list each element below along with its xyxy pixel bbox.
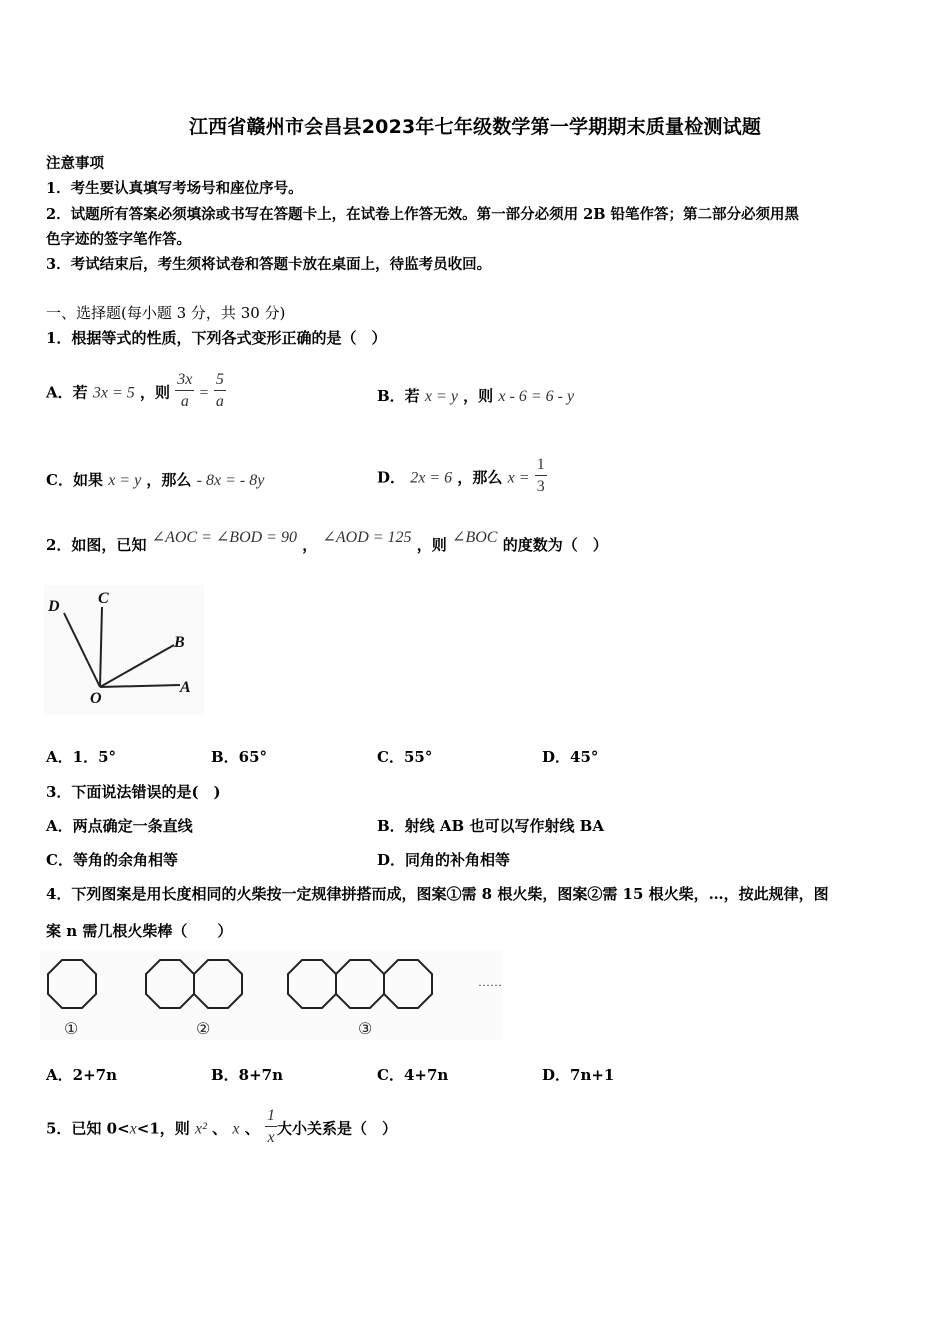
- math-expr: ∠BOC: [452, 529, 498, 546]
- math-expr: x: [129, 1120, 137, 1138]
- note-item: 1．考生要认真填写考场号和座位序号。: [46, 180, 303, 197]
- matchstick-figure: [40, 950, 502, 1040]
- q2-option-c: C．55°: [377, 748, 433, 766]
- section-heading: 一、选择题(每小题 3 分，共 30 分): [46, 304, 286, 322]
- q2-option-d: D．45°: [542, 748, 599, 766]
- note-item: 2．试题所有答案必须填涂或书写在答题卡上，在试卷上作答无效。第一部分必须用 2B 铅笔作答；第二部分必须用黑: [46, 206, 800, 223]
- label-b: B: [174, 634, 185, 651]
- math-expr: - 8x = - 8y: [196, 472, 265, 489]
- angle-figure: [44, 585, 204, 715]
- q2-stem: 2．如图，已知 ∠AOC = ∠BOD = 90 ， ∠AOD = 125 ，则 ∠BOC 的度数为（ ）: [46, 529, 608, 554]
- label-c: C: [98, 590, 109, 607]
- q1-option-a: A．若 3x = 5 ，则 $\frac{3x}{a}$ = $\frac{5}{a}$: [46, 372, 226, 415]
- math-expr: ∠AOD = 125: [322, 529, 412, 546]
- math-expr: x: [232, 1120, 240, 1138]
- math-expr: 3x = 5: [92, 384, 135, 402]
- note-item: 3．考试结束后，考生须将试卷和答题卡放在桌面上，待监考员收回。: [46, 256, 492, 273]
- figure-background: [40, 950, 502, 1040]
- pattern-label: ③: [358, 1021, 373, 1038]
- pattern-label: ②: [196, 1021, 211, 1038]
- ellipsis: ……: [478, 975, 502, 989]
- label-a: A: [180, 679, 191, 696]
- fraction: $\frac{5}{a}$: [215, 371, 224, 410]
- notes-heading: 注意事项: [46, 155, 104, 172]
- q2-option-b: B．65°: [211, 748, 268, 766]
- option-label: A．若: [46, 383, 88, 402]
- q3-option-c: C．等角的余角相等: [46, 851, 178, 869]
- q4-option-b: B．8+7n: [211, 1066, 284, 1084]
- q4-option-c: C．4+7n: [377, 1066, 449, 1084]
- q3-option-d: D．同角的补角相等: [377, 851, 511, 869]
- math-expr: x = y: [424, 388, 458, 405]
- q1-option-c: C．如果 x = y ，那么 - 8x = - 8y: [46, 471, 265, 489]
- label-o: O: [90, 690, 102, 707]
- math-expr: 2x = 6: [410, 469, 453, 487]
- math-expr: x = y: [108, 472, 142, 489]
- q4-stem-line1: 4．下列图案是用长度相同的火柴按一定规律拼搭而成，图案①需 8 根火柴，图案②需 15 根火柴，…，按此规律，图: [46, 885, 829, 903]
- q2-option-a: A．1．5°: [46, 748, 117, 766]
- fraction: $\frac{3x}{a}$: [177, 371, 193, 410]
- fraction: $\frac{1}{x}$: [267, 1107, 276, 1146]
- math-expr: ∠AOC = ∠BOD = 90: [151, 529, 297, 546]
- q4-stem-line2: 案 n 需几根火柴棒（ ）: [46, 922, 233, 940]
- q1-option-d: D． 2x = 6 ，那么 x = $\frac{1}{3}$: [377, 457, 547, 500]
- q4-option-a: A．2+7n: [46, 1066, 117, 1084]
- pattern-label: ①: [64, 1021, 79, 1038]
- q4-option-d: D．7n+1: [542, 1066, 615, 1084]
- math-expr: x²: [195, 1120, 207, 1138]
- q3-stem: 3．下面说法错误的是( ): [46, 783, 221, 801]
- page-title: 江西省赣州市会昌县2023年七年级数学第一学期期末质量检测试题: [188, 116, 762, 138]
- fraction: $\frac{1}{3}$: [536, 456, 545, 495]
- q3-option-a: A．两点确定一条直线: [46, 817, 193, 835]
- q3-option-b: B．射线 AB 也可以写作射线 BA: [377, 817, 604, 835]
- math-expr: x - 6 = 6 - y: [498, 388, 575, 405]
- note-item: 色字迹的签字笔作答。: [46, 231, 191, 248]
- option-text: ，则: [140, 383, 171, 402]
- q5-stem: 5．已知 0<x<1，则 x² 、 x 、 $\frac{1}{x}$ 大小关系是（ ）: [46, 1108, 397, 1151]
- q1-option-b: B．若 x = y ，则 x - 6 = 6 - y: [377, 387, 575, 405]
- label-d: D: [48, 598, 60, 615]
- q1-stem: 1．根据等式的性质，下列各式变形正确的是（ ）: [46, 329, 387, 347]
